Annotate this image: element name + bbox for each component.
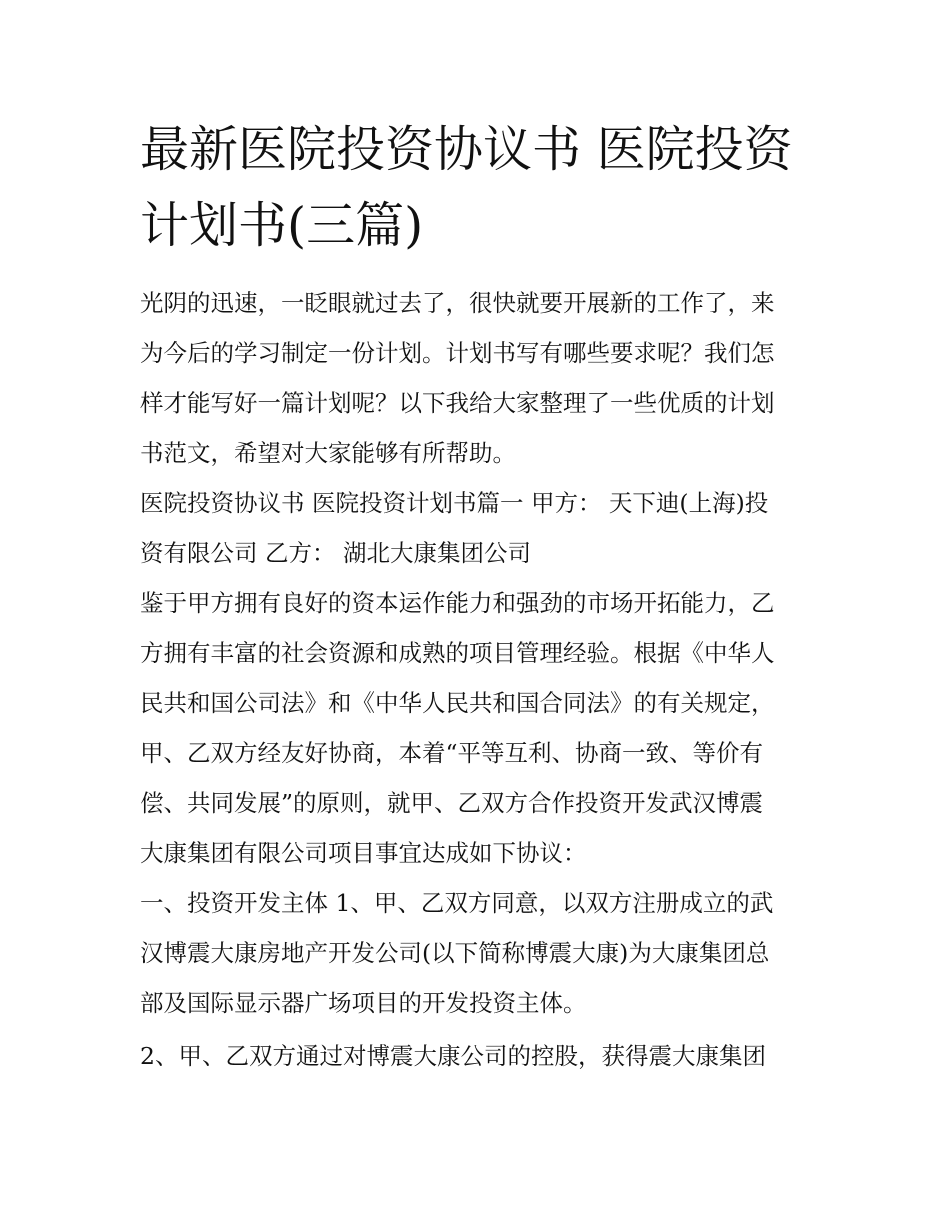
text-line: 资有限公司 乙方： 湖北大康集团公司 [140, 539, 531, 567]
text-line: 甲、乙双方经友好协商，本着“平等互利、协商一致、等价有 [140, 739, 764, 767]
text-line: 民共和国公司法》和《中华人民共和国合同法》的有关规定， [140, 689, 775, 717]
text-line: 一、投资开发主体 1、甲、乙双方同意，以双方注册成立的武 [140, 889, 774, 917]
text-line: 汉博震大康房地产开发公司(以下简称博震大康)为大康集团总 [140, 939, 770, 967]
text-line: 部及国际显示器广场项目的开发投资主体。 [140, 989, 587, 1017]
intro-paragraph [140, 278, 820, 478]
text-line: 为今后的学习制定一份计划。计划书写有哪些要求呢？我们怎 [140, 339, 775, 367]
preamble-paragraph [140, 578, 820, 878]
document-title [140, 112, 820, 264]
document-page [140, 112, 820, 1081]
text-line: 样才能写好一篇计划呢？以下我给大家整理了一些优质的计划 [140, 389, 775, 417]
clause-two-paragraph [140, 1031, 820, 1081]
title-line: 最新医院投资协议书 医院投资 [140, 121, 793, 178]
text-line: 偿、共同发展”的原则，就甲、乙双方合作投资开发武汉博震 [140, 789, 764, 817]
text-line: 鉴于甲方拥有良好的资本运作能力和强劲的市场开拓能力，乙 [140, 589, 775, 617]
text-line: 大康集团有限公司项目事宜达成如下协议： [140, 839, 587, 867]
text-line: 2、甲、乙双方通过对博震大康公司的控股，获得震大康集团 [140, 1042, 766, 1070]
text-line: 方拥有丰富的社会资源和成熟的项目管理经验。根据《中华人 [140, 639, 775, 667]
title-line: 计划书(三篇) [140, 197, 424, 254]
parties-paragraph [140, 478, 820, 578]
text-line: 书范文，希望对大家能够有所帮助。 [140, 439, 516, 467]
text-line: 医院投资协议书 医院投资计划书篇一 甲方： 天下迪(上海)投 [140, 489, 769, 517]
text-line: 光阴的迅速，一眨眼就过去了，很快就要开展新的工作了，来 [140, 289, 775, 317]
clause-one-paragraph [140, 878, 820, 1028]
